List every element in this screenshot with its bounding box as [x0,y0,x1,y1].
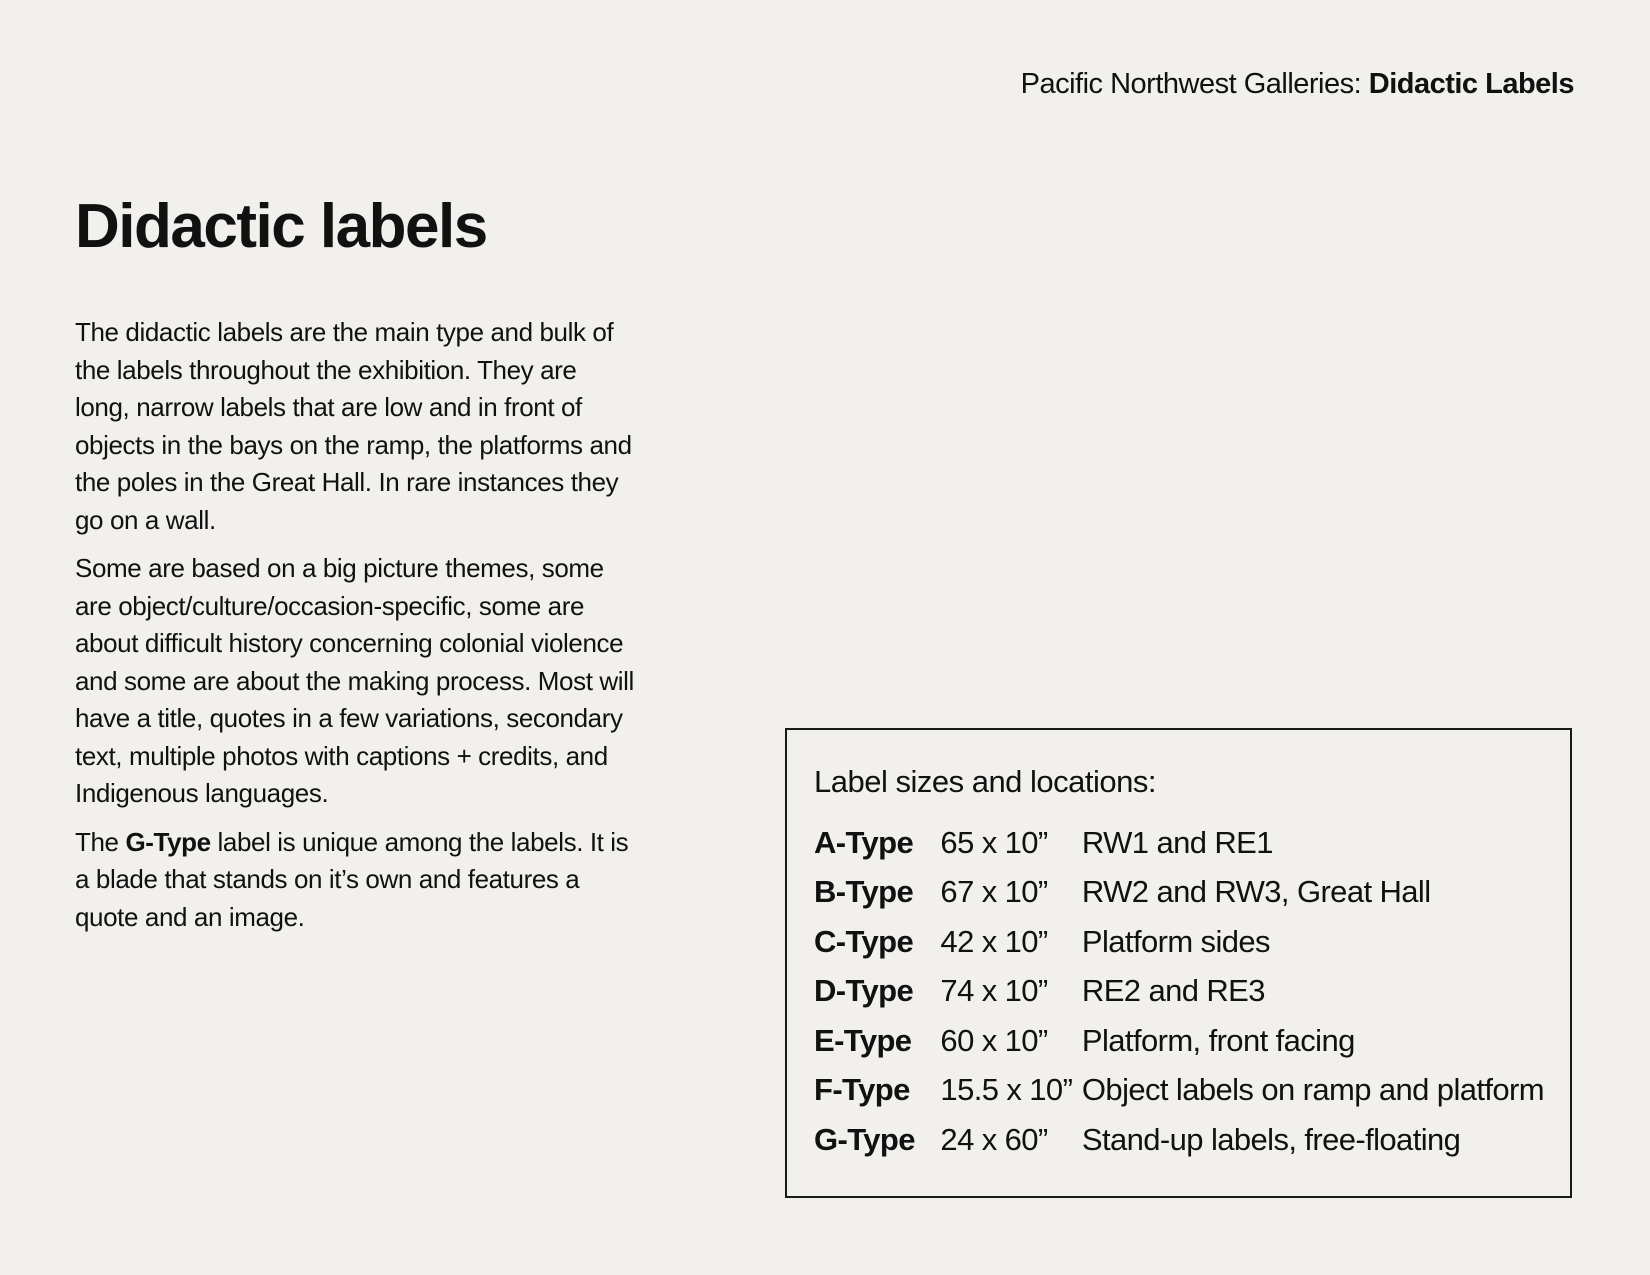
label-size: 60 x 10” [940,1022,1048,1058]
paragraph-g-type [75,824,635,937]
body-text [75,314,635,947]
label-location: RE2 and RE3 [1081,973,1265,1009]
label-sizes-table [814,818,1544,1165]
label-type: B-Type [814,874,914,910]
label-size: 24 x 60” [940,1121,1048,1157]
label-location: Platform sides [1081,923,1270,959]
header-section: Didactic Labels [1368,68,1574,100]
table-row [814,818,1544,868]
label-type: G-Type [814,1121,915,1157]
paragraph-g-type-end: label is unique among the labels. It is a blade that stands on it’s own and features a quote and an image. [75,826,629,932]
paragraph-g-type-bold: G-Type [125,826,211,857]
label-size: 67 x 10” [940,874,1048,910]
table-row [814,967,1544,1017]
paragraph-themes: Some are based on a big picture themes, some are object/culture/occasion-specific, some are about difficult history concerning colonial violence and some are about the making process. Most will have a title, quotes in a few variations, secondary text, multiple photos with captions + credits, and Indigenous languages. [75,553,634,808]
label-type: A-Type [814,824,914,860]
table-row [814,868,1544,918]
label-location: Object labels on ramp and platform [1081,1072,1544,1108]
label-sizes-title: Label sizes and locations: [814,764,1157,799]
paragraph-g-type-start: The [75,826,126,857]
table-row [814,1115,1544,1165]
label-location: RW2 and RW3, Great Hall [1081,874,1431,910]
table-row [814,1016,1544,1066]
table-row [814,917,1544,967]
label-location: Platform, front facing [1081,1022,1355,1058]
label-type: F-Type [814,1072,910,1108]
table-row [814,1066,1544,1116]
label-type: E-Type [814,1022,912,1058]
paragraph-intro: The didactic labels are the main type and bulk of the labels throughout the exhibition. They are long, narrow labels that are low and in front of objects in the bays on the ramp, the platforms and the poles in the Great Hall. In rare instances they go on a wall. [75,317,632,535]
label-size: 74 x 10” [940,973,1048,1009]
label-size: 42 x 10” [940,923,1048,959]
label-location: RW1 and RE1 [1081,824,1273,860]
page-title: Didactic labels [75,192,487,261]
label-sizes-box [785,728,1572,1198]
label-size: 65 x 10” [940,824,1048,860]
label-size: 15.5 x 10” [940,1072,1073,1108]
running-header [1021,68,1574,101]
label-location: Stand-up labels, free-floating [1081,1121,1461,1157]
label-type: D-Type [814,973,914,1009]
header-prefix: Pacific Northwest Galleries: [1020,68,1369,100]
label-type: C-Type [814,923,914,959]
